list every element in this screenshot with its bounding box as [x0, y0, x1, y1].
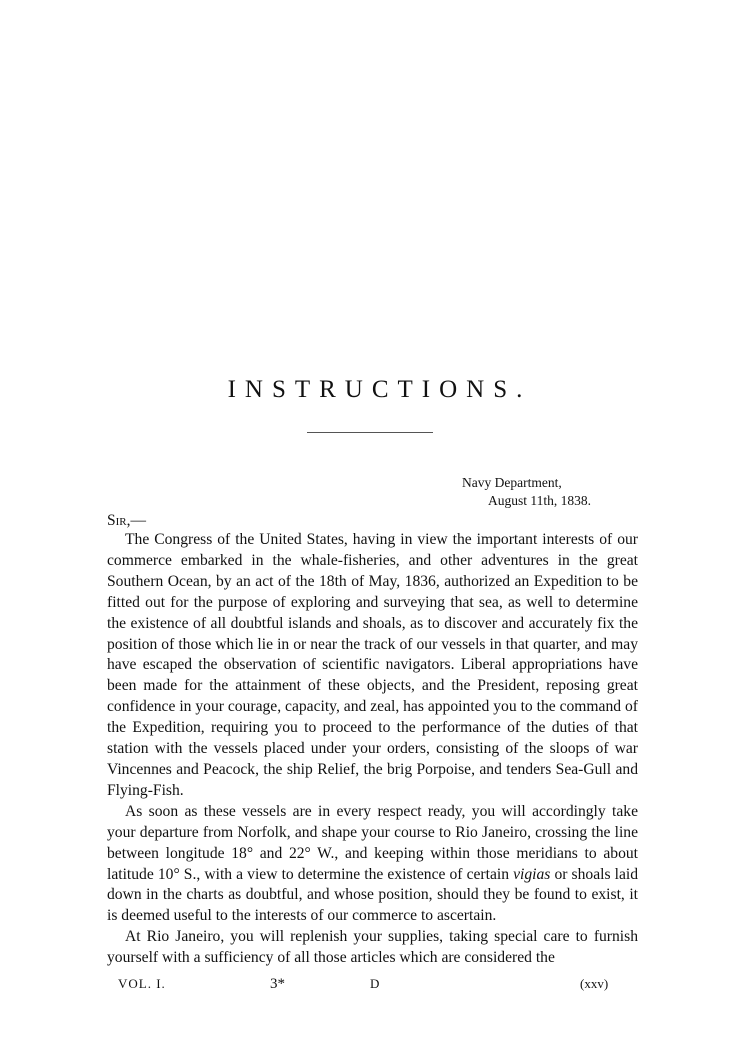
- paragraph-2-italic-term: vigias: [513, 865, 551, 883]
- dateline-date: August 11th, 1838.: [488, 493, 592, 508]
- body-text: [107, 530, 638, 969]
- footer-signature-mark: 3*: [270, 976, 285, 992]
- dateline: [462, 474, 591, 510]
- paragraph-2-text-b: or shoals laid down in the charts as doubtful, and whose position, should they be found to exist, it is deemed useful to the interests of our commerce to ascertain.: [107, 865, 638, 925]
- footer-volume: VOL. I.: [118, 976, 166, 991]
- paragraph-1: The Congress of the United States, having in view the important interests of our commerce embarked in the whale-fisheries, and other adventures in the great Southern Ocean, by an act of the 18th of May, 1836, authorized an Expedition to be fitted out for the purpose of exploring and surveying that sea, as well to determine the existence of all doubtful islands and shoals, as to discover and accurately fix the position of those which lie in or near the track of our vessels in that quarter, and may have escaped the observation of scientific navigators. Liberal appropriations have been made for the attainment of these objects, and the President, reposing great confidence in your courage, capacity, and zeal, has appointed you to the command of the Expedition, requiring you to proceed to the performance of the duties of that station with the vessels placed under your orders, consisting of the sloops of war Vincennes and Peacock, the ship Relief, the brig Porpoise, and tenders Sea-Gull and Flying-Fish.: [107, 531, 638, 799]
- title-rule-divider: [307, 432, 433, 433]
- paragraph-2-text-a: As soon as these vessels are in every respect ready, you will accordingly take your departure from Norfolk, and shape your course to Rio Janeiro, crossing the line between longitude 18° and 22° W., and keeping within those meridians to about latitude 10° S., with a view to determine the existence of certain: [107, 802, 638, 883]
- footer-letter: D: [370, 976, 380, 991]
- dateline-office: Navy Department,: [462, 475, 562, 490]
- page-footer: [0, 975, 750, 995]
- footer-page-number: (xxv): [580, 976, 609, 991]
- paragraph-3: At Rio Janeiro, you will replenish your supplies, taking special care to furnish yourself with a sufficiency of all those articles which are considered the: [107, 928, 638, 967]
- paragraph-2: [107, 802, 638, 927]
- salutation: Sir,—: [107, 512, 146, 529]
- page-title: INSTRUCTIONS.: [227, 375, 532, 403]
